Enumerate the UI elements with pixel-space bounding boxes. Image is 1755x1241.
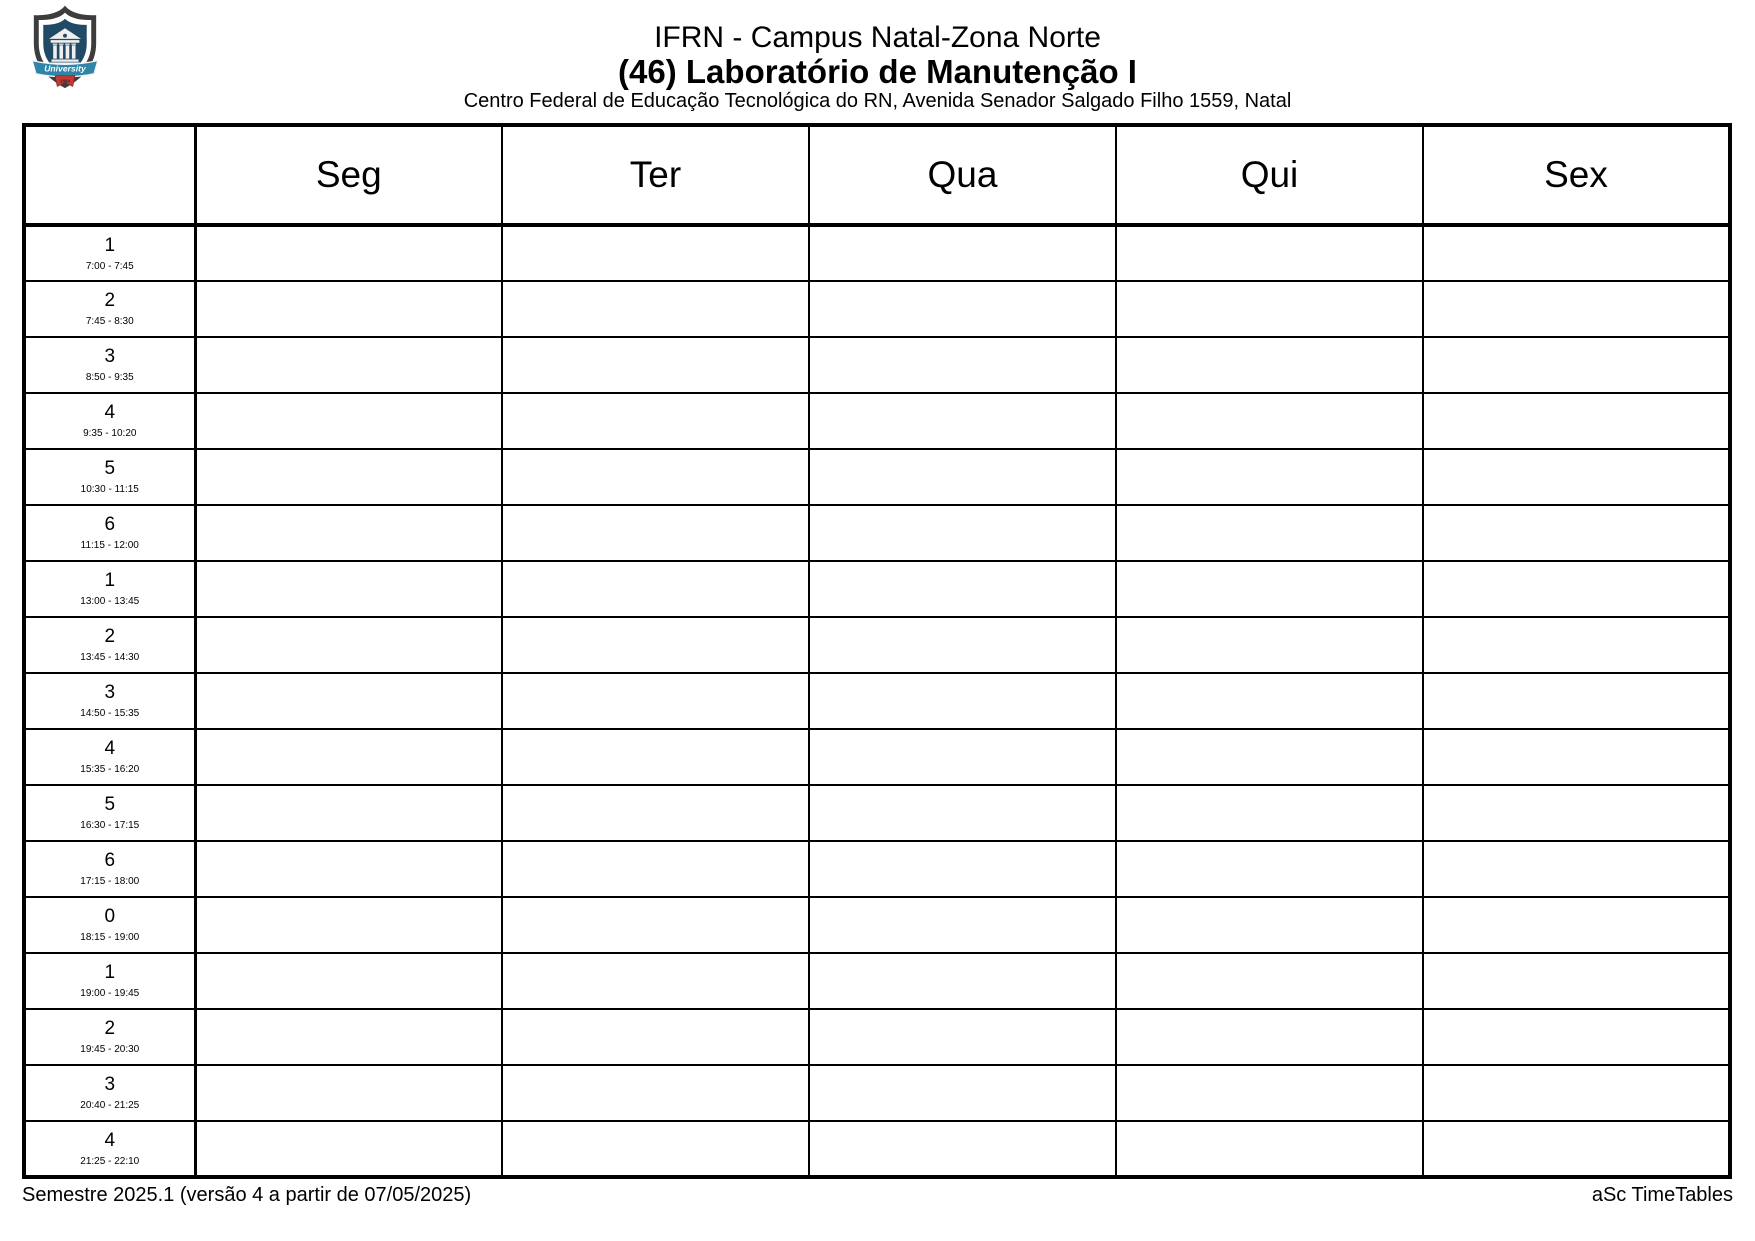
institution-address: Centro Federal de Educação Tecnológica do RN, Avenida Senador Salgado Filho 1559, Natal (463, 90, 1292, 112)
period-header (24, 841, 195, 897)
period-time-range: 7:00 - 7:45 (85, 260, 134, 272)
timetable-cell-qui-row4 (1116, 449, 1423, 505)
timetable (22, 123, 1732, 1179)
period-row (24, 281, 1730, 337)
day-header-sex: Sex (1423, 125, 1730, 225)
timetable-cell-qui-row6 (1116, 561, 1423, 617)
timetable-cell-qui-row2 (1116, 337, 1423, 393)
timetable-cell-sex-row12 (1423, 897, 1730, 953)
timetable-cell-sex-row3 (1423, 393, 1730, 449)
period-row (24, 1121, 1730, 1177)
period-row (24, 505, 1730, 561)
period-time-range: 10:30 - 11:15 (80, 484, 139, 495)
period-time-range: 13:00 - 13:45 (80, 596, 140, 607)
period-header (24, 1009, 195, 1065)
period-time-range: 16:30 - 17:15 (80, 820, 140, 831)
timetable-cell-ter-row5 (502, 505, 809, 561)
timetable-cell-sex-row16 (1423, 1121, 1730, 1177)
timetable-cell-qui-row1 (1116, 281, 1423, 337)
period-row (24, 617, 1730, 673)
timetable-cell-seg-row15 (195, 1065, 502, 1121)
period-time-range: 17:15 - 18:00 (80, 876, 140, 887)
period-time-range: 13:45 - 14:30 (80, 652, 140, 663)
timetable-cell-qui-row9 (1116, 729, 1423, 785)
period-number: 3 (104, 346, 116, 367)
timetable-cell-seg-row5 (195, 505, 502, 561)
period-header (24, 393, 195, 449)
period-number: 6 (104, 850, 116, 871)
timetable-cell-ter-row10 (502, 785, 809, 841)
timetable-cell-ter-row2 (502, 337, 809, 393)
period-number: 2 (104, 290, 116, 311)
period-time-range: 9:35 - 10:20 (83, 428, 137, 439)
timetable-cell-seg-row1 (195, 281, 502, 337)
period-number: 3 (104, 1074, 116, 1095)
period-header (24, 1065, 195, 1121)
period-number: 4 (104, 1129, 116, 1151)
timetable-cell-ter-row0 (502, 225, 809, 281)
period-header (24, 337, 195, 393)
timetable-cell-sex-row5 (1423, 505, 1730, 561)
period-row (24, 729, 1730, 785)
timetable-cell-seg-row6 (195, 561, 502, 617)
timetable-cell-qua-row15 (809, 1065, 1116, 1121)
period-header (24, 281, 195, 337)
timetable-cell-qui-row3 (1116, 393, 1423, 449)
institution-title: IFRN - Campus Natal-Zona Norte (654, 21, 1101, 54)
timetable-cell-sex-row11 (1423, 841, 1730, 897)
timetable-cell-qui-row16 (1116, 1121, 1423, 1177)
timetable-cell-qui-row5 (1116, 505, 1423, 561)
timetable-cell-sex-row8 (1423, 673, 1730, 729)
timetable-cell-ter-row15 (502, 1065, 809, 1121)
timetable-cell-qua-row2 (809, 337, 1116, 393)
timetable-cell-seg-row3 (195, 393, 502, 449)
period-row (24, 953, 1730, 1009)
period-time-range: 7:45 - 8:30 (85, 316, 134, 327)
timetable-cell-sex-row2 (1423, 337, 1730, 393)
room-title: (46) Laboratório de Manutenção I (618, 53, 1137, 90)
timetable-cell-qui-row13 (1116, 953, 1423, 1009)
timetable-cell-seg-row7 (195, 617, 502, 673)
timetable-cell-ter-row6 (502, 561, 809, 617)
period-row (24, 337, 1730, 393)
timetable-cell-qui-row12 (1116, 897, 1423, 953)
timetable-cell-seg-row13 (195, 953, 502, 1009)
timetable-cell-sex-row14 (1423, 1009, 1730, 1065)
timetable-cell-qui-row10 (1116, 785, 1423, 841)
timetable-cell-seg-row9 (195, 729, 502, 785)
period-header (24, 505, 195, 561)
period-row (24, 561, 1730, 617)
timetable-cell-qui-row14 (1116, 1009, 1423, 1065)
corner-cell (24, 125, 195, 225)
timetable-cell-ter-row9 (502, 729, 809, 785)
timetable-cell-ter-row1 (502, 281, 809, 337)
timetable-cell-ter-row4 (502, 449, 809, 505)
timetable-cell-seg-row8 (195, 673, 502, 729)
timetable-cell-qua-row7 (809, 617, 1116, 673)
period-number: 5 (104, 794, 116, 815)
timetable-cell-sex-row6 (1423, 561, 1730, 617)
period-number: 5 (104, 458, 116, 479)
period-number: 1 (104, 962, 116, 983)
timetable-cell-sex-row9 (1423, 729, 1730, 785)
timetable-cell-qui-row8 (1116, 673, 1423, 729)
timetable-cell-seg-row16 (195, 1121, 502, 1177)
period-time-range: 14:50 - 15:35 (80, 708, 140, 719)
timetable-cell-qua-row8 (809, 673, 1116, 729)
period-row (24, 673, 1730, 729)
timetable-cell-ter-row7 (502, 617, 809, 673)
timetable-cell-seg-row10 (195, 785, 502, 841)
logo-banner-text: University (44, 63, 86, 74)
timetable-cell-qua-row14 (809, 1009, 1116, 1065)
period-row (24, 393, 1730, 449)
timetable-body (24, 225, 1730, 1177)
period-number: 2 (104, 626, 116, 647)
timetable-cell-sex-row15 (1423, 1065, 1730, 1121)
period-number: 3 (104, 682, 116, 703)
logo-year-text: 1864 (59, 78, 71, 84)
day-header-ter: Ter (502, 125, 809, 225)
timetable-cell-ter-row14 (502, 1009, 809, 1065)
timetable-cell-qui-row11 (1116, 841, 1423, 897)
timetable-cell-sex-row7 (1423, 617, 1730, 673)
period-header (24, 561, 195, 617)
timetable-cell-seg-row11 (195, 841, 502, 897)
timetable-cell-qua-row13 (809, 953, 1116, 1009)
period-header (24, 617, 195, 673)
timetable-cell-qui-row0 (1116, 225, 1423, 281)
period-time-range: 11:15 - 12:00 (80, 540, 139, 551)
timetable-cell-seg-row12 (195, 897, 502, 953)
timetable-cell-sex-row10 (1423, 785, 1730, 841)
period-row (24, 1065, 1730, 1121)
period-number: 2 (104, 1018, 116, 1039)
day-header-row (24, 125, 1730, 225)
day-header-qua: Qua (809, 125, 1116, 225)
period-header (24, 225, 195, 281)
timetable-cell-ter-row11 (502, 841, 809, 897)
timetable-cell-qua-row1 (809, 281, 1116, 337)
period-time-range: 18:15 - 19:00 (80, 932, 140, 943)
timetable-cell-qua-row11 (809, 841, 1116, 897)
timetable-cell-sex-row0 (1423, 225, 1730, 281)
period-header (24, 953, 195, 1009)
period-header (24, 785, 195, 841)
timetable-cell-ter-row3 (502, 393, 809, 449)
timetable-cell-ter-row8 (502, 673, 809, 729)
period-header (24, 729, 195, 785)
timetable-cell-qui-row7 (1116, 617, 1423, 673)
period-header (24, 449, 195, 505)
timetable-cell-qua-row0 (809, 225, 1116, 281)
timetable-cell-sex-row4 (1423, 449, 1730, 505)
timetable-cell-qua-row9 (809, 729, 1116, 785)
timetable-cell-sex-row13 (1423, 953, 1730, 1009)
period-header (24, 897, 195, 953)
period-time-range: 21:25 - 22:10 (80, 1155, 140, 1167)
day-header-qui: Qui (1116, 125, 1423, 225)
timetable-cell-qua-row4 (809, 449, 1116, 505)
period-row (24, 841, 1730, 897)
timetable-cell-qui-row15 (1116, 1065, 1423, 1121)
period-number: 0 (104, 906, 116, 927)
period-number: 1 (104, 234, 116, 256)
period-time-range: 19:45 - 20:30 (80, 1044, 140, 1055)
timetable-cell-qua-row16 (809, 1121, 1116, 1177)
timetable-cell-qua-row6 (809, 561, 1116, 617)
timetable-cell-seg-row0 (195, 225, 502, 281)
period-row (24, 1009, 1730, 1065)
period-number: 4 (104, 738, 116, 759)
timetable-cell-qua-row3 (809, 393, 1116, 449)
period-number: 4 (104, 402, 116, 423)
timetable-cell-qua-row5 (809, 505, 1116, 561)
period-row (24, 785, 1730, 841)
period-time-range: 20:40 - 21:25 (80, 1100, 140, 1111)
footer-app-label: aSc TimeTables (1591, 1184, 1733, 1206)
period-time-range: 15:35 - 16:20 (80, 764, 140, 775)
period-row (24, 449, 1730, 505)
timetable-cell-ter-row16 (502, 1121, 809, 1177)
timetable-cell-qua-row12 (809, 897, 1116, 953)
footer-semester-label: Semestre 2025.1 (versão 4 a partir de 07/05/2025) (22, 1184, 472, 1206)
period-row (24, 897, 1730, 953)
timetable-cell-seg-row4 (195, 449, 502, 505)
timetable-cell-qua-row10 (809, 785, 1116, 841)
timetable-cell-seg-row2 (195, 337, 502, 393)
timetable-cell-seg-row14 (195, 1009, 502, 1065)
period-time-range: 8:50 - 9:35 (85, 372, 134, 383)
period-number: 1 (104, 570, 116, 591)
day-header-seg: Seg (195, 125, 502, 225)
timetable-cell-sex-row1 (1423, 281, 1730, 337)
period-time-range: 19:00 - 19:45 (80, 988, 140, 999)
timetable-cell-ter-row13 (502, 953, 809, 1009)
timetable-cell-ter-row12 (502, 897, 809, 953)
period-header (24, 673, 195, 729)
period-header (24, 1121, 195, 1177)
period-row (24, 225, 1730, 281)
period-number: 6 (104, 514, 116, 535)
